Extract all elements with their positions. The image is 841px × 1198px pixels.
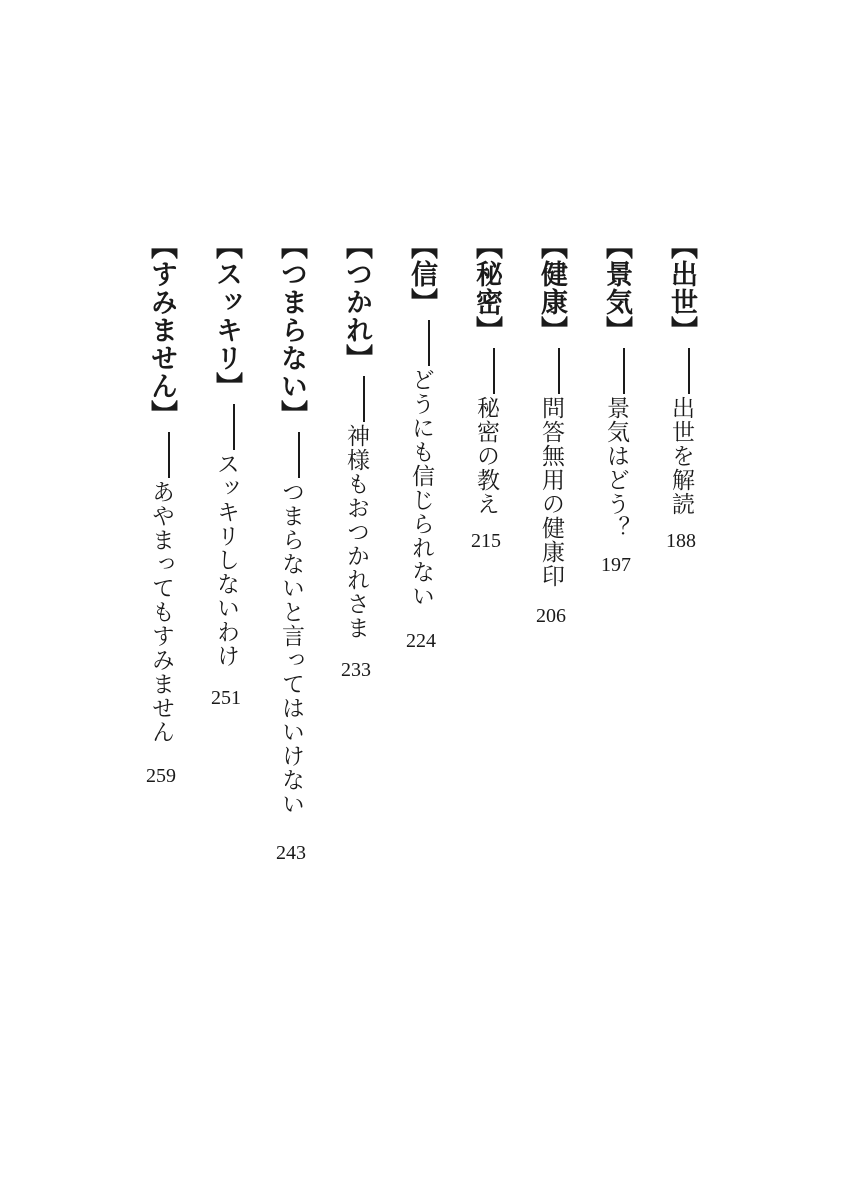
toc-entry-sumimasen <box>141 232 181 787</box>
entry-title <box>596 232 644 540</box>
entry-subtitle: スッキリしないわけ <box>213 452 239 668</box>
dash-rule <box>623 348 625 394</box>
entry-heading: 【つまらない】 <box>276 232 307 428</box>
toc-entry-sukkiri <box>206 232 246 709</box>
entry-title <box>531 232 579 588</box>
dash-rule <box>168 432 170 478</box>
entry-title <box>401 232 449 608</box>
entry-title <box>661 232 709 516</box>
page-number: 206 <box>536 605 566 627</box>
toc-entry-tsumaranai <box>271 232 311 864</box>
entry-subtitle: 神様もおつかれさま <box>343 424 369 640</box>
toc-entry-shin <box>401 232 441 652</box>
entry-subtitle: つまらないと言ってはいけない <box>278 480 304 816</box>
entry-heading: 【スッキリ】 <box>211 232 242 400</box>
page-number: 197 <box>601 554 631 576</box>
toc-entry-shusse <box>661 232 701 552</box>
page-number: 224 <box>406 630 436 652</box>
entry-heading: 【つかれ】 <box>341 232 372 372</box>
entry-heading: 【出世】 <box>666 232 697 344</box>
page-number: 215 <box>471 530 501 552</box>
entry-title <box>141 232 189 744</box>
entry-heading: 【信】 <box>406 232 437 316</box>
entry-subtitle: 秘密の教え <box>473 396 499 516</box>
entry-subtitle: あやまってもすみません <box>148 480 174 744</box>
entry-subtitle: 問答無用の健康印 <box>538 396 564 588</box>
dash-rule <box>428 320 430 366</box>
dash-rule <box>233 404 235 450</box>
page-number: 188 <box>666 530 696 552</box>
entry-heading: 【秘密】 <box>471 232 502 344</box>
dash-rule <box>493 348 495 394</box>
entry-subtitle: 出世を解読 <box>668 396 694 516</box>
toc-entry-himitsu <box>466 232 506 552</box>
toc-entry-tsukare <box>336 232 376 681</box>
toc-entry-kenkou <box>531 232 571 627</box>
entry-title <box>466 232 514 516</box>
page-number: 233 <box>341 659 371 681</box>
entry-heading: 【健康】 <box>536 232 567 344</box>
entry-heading: 【景気】 <box>601 232 632 344</box>
dash-rule <box>558 348 560 394</box>
entry-subtitle: 景気はどう？ <box>603 396 629 540</box>
entry-title <box>336 232 384 640</box>
dash-rule <box>688 348 690 394</box>
page-number: 243 <box>276 842 306 864</box>
entry-subtitle: どうにも信じられない <box>408 368 434 608</box>
entry-title <box>206 232 254 668</box>
toc-entry-keiki <box>596 232 636 576</box>
entry-title <box>271 232 319 816</box>
page-number: 251 <box>211 687 241 709</box>
entry-heading: 【すみません】 <box>146 232 177 428</box>
dash-rule <box>298 432 300 478</box>
dash-rule <box>363 376 365 422</box>
page-number: 259 <box>146 765 176 787</box>
